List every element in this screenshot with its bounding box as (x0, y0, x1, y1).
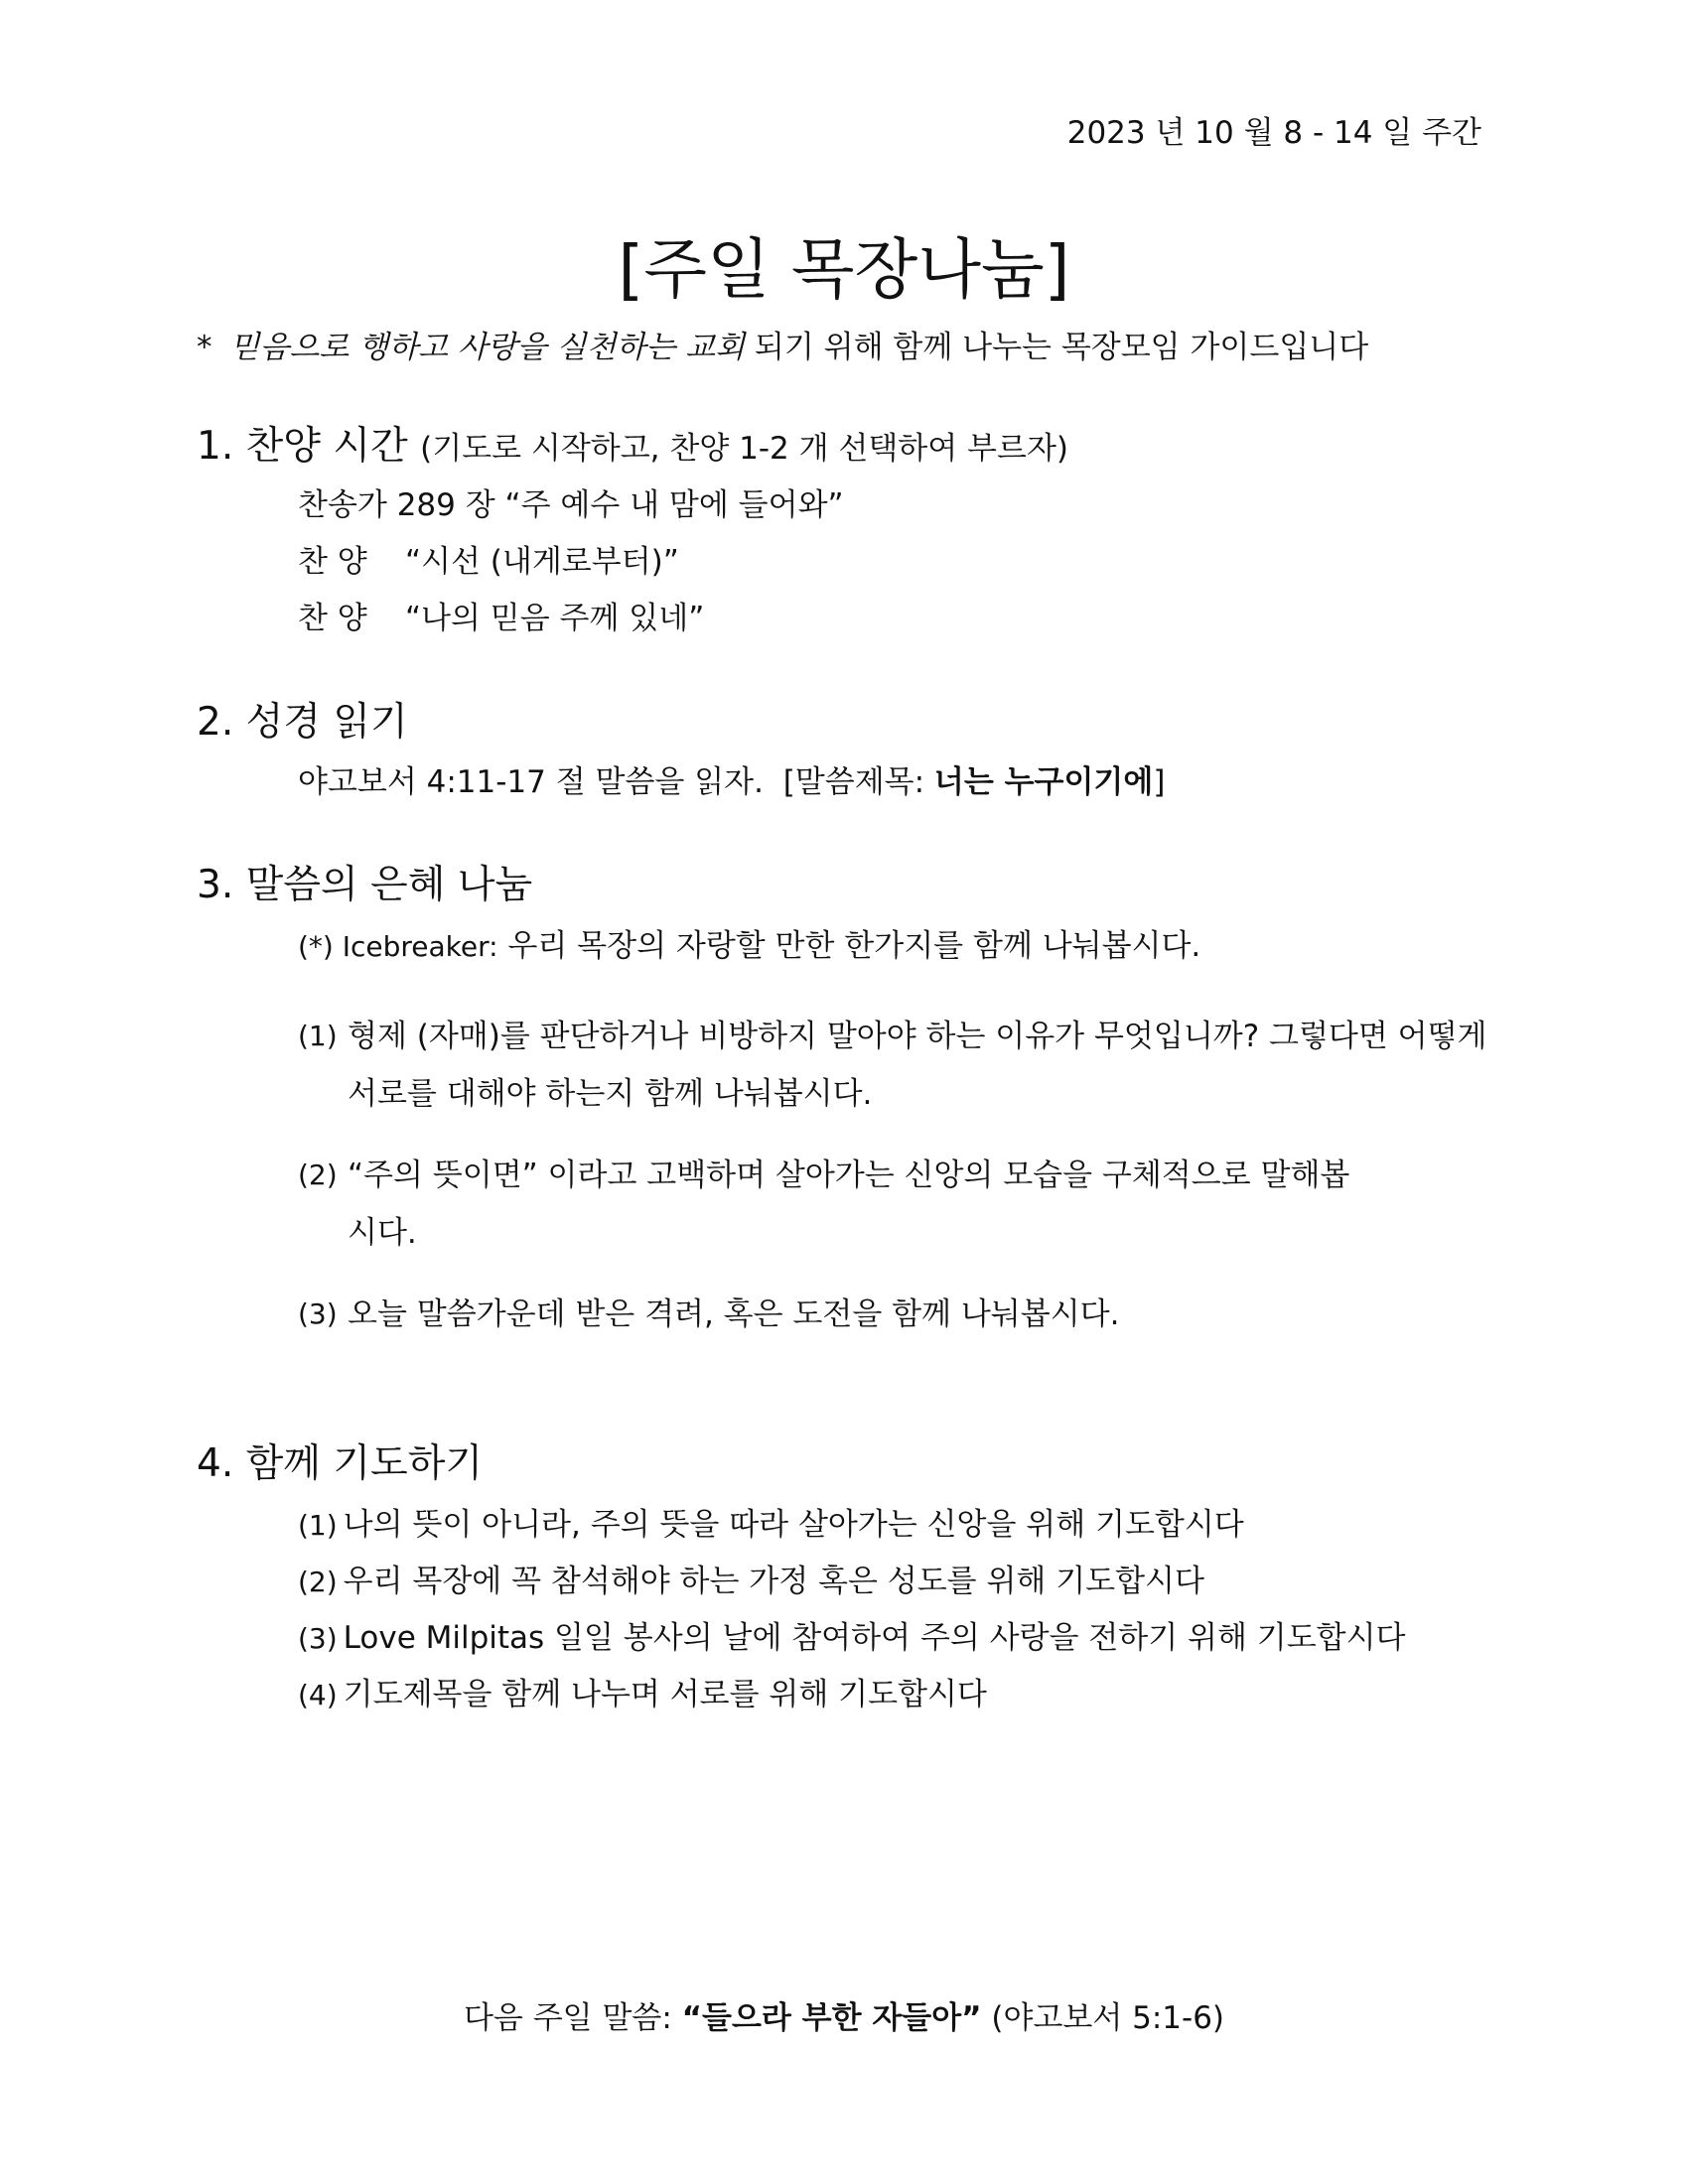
song-label: 찬 양 (298, 601, 367, 636)
bible-reading-line (298, 756, 1165, 801)
song-item (298, 593, 704, 637)
song-item (298, 536, 679, 581)
icebreaker-line (298, 920, 1200, 965)
week-date-range: 2023 년 10 월 8 - 14 일 주간 (1066, 115, 1481, 151)
sermon-title: 너는 누구이기에 (933, 764, 1154, 800)
document-title: [주일 목장나눔] (618, 231, 1070, 308)
prayer-number: (2) (298, 1566, 338, 1598)
prayer-text: 기도제목을 함께 나누며 서로를 위해 기도합시다 (343, 1677, 987, 1712)
song-label: 찬송가 289 장 (298, 487, 495, 523)
song-label: 찬 양 (298, 544, 367, 580)
sermon-title-suffix: ] (1153, 764, 1166, 800)
document-subtitle (197, 322, 1368, 366)
song-item (298, 479, 844, 524)
prayer-item (298, 1556, 1204, 1600)
icebreaker-text: 우리 목장의 자랑할 만한 한가지를 함께 나눠봅시다. (497, 928, 1201, 964)
question-text: “주의 뜻이면” 이라고 고백하며 살아가는 신앙의 모습을 구체적으로 말해봅시다. (348, 1158, 1350, 1251)
subtitle-description: 되기 위해 함께 나누는 목장모임 가이드입니다 (745, 330, 1369, 365)
section-heading-sharing: 3. 말씀의 은혜 나눔 (197, 863, 533, 907)
section-heading-worship (197, 415, 1068, 471)
section-heading-bible-reading: 2. 성경 읽기 (197, 700, 408, 745)
section-heading-prayer: 4. 함께 기도하기 (197, 1441, 484, 1486)
next-sermon-reference: (야고보서 5:1-6) (981, 2000, 1225, 2036)
song-title: “시선 (내게로부터)” (405, 544, 679, 580)
worship-heading-text: 1. 찬양 시간 (197, 424, 408, 469)
prayer-number: (3) (298, 1622, 338, 1655)
icebreaker-label: (*) Icebreaker: (298, 930, 498, 963)
question-number: (1) (298, 1020, 338, 1052)
scripture-reading: 야고보서 4:11-17 절 말씀을 읽자. (298, 764, 764, 800)
question-number: (2) (298, 1159, 338, 1191)
prayer-item (298, 1669, 987, 1713)
subtitle-church-motto: 믿음으로 행하고 사랑을 실천하는 교회 (229, 330, 746, 365)
question-text: 형제 (자매)를 판단하거나 비방하지 말아야 하는 이유가 무엇입니까? 그렇다면 어떻게 서로를 대해야 하는지 함께 나눠봅시다. (348, 1019, 1487, 1112)
song-title: “나의 믿음 주께 있네” (405, 601, 705, 636)
prayer-number: (4) (298, 1679, 338, 1711)
subtitle-asterisk: * (197, 330, 212, 365)
prayer-text: 우리 목장에 꼭 참석해야 하는 가정 혹은 성도를 위해 기도합시다 (343, 1564, 1204, 1599)
discussion-question (298, 1286, 1519, 1343)
discussion-question (298, 1147, 1370, 1262)
next-week-sermon (0, 1992, 1688, 2037)
sermon-title-prefix: [말씀제목: (782, 764, 934, 800)
prayer-number: (1) (298, 1509, 338, 1542)
worship-heading-note: (기도로 시작하고, 찬양 1-2 개 선택하여 부르자) (420, 431, 1068, 467)
question-number: (3) (298, 1297, 338, 1330)
discussion-question (298, 1008, 1519, 1123)
next-sermon-prefix: 다음 주일 말씀: (463, 2000, 682, 2036)
prayer-item (298, 1499, 1244, 1544)
prayer-item (298, 1612, 1405, 1657)
question-text: 오늘 말씀가운데 받은 격려, 혹은 도전을 함께 나눠봅시다. (348, 1297, 1120, 1332)
next-sermon-title: “들으라 부한 자들아” (681, 2000, 982, 2036)
prayer-text: 나의 뜻이 아니라, 주의 뜻을 따라 살아가는 신앙을 위해 기도합시다 (343, 1507, 1244, 1543)
song-title: “주 예수 내 맘에 들어와” (504, 487, 844, 523)
prayer-text: Love Milpitas 일일 봉사의 날에 참여하여 주의 사랑을 전하기 위해 기도합시다 (343, 1620, 1406, 1656)
